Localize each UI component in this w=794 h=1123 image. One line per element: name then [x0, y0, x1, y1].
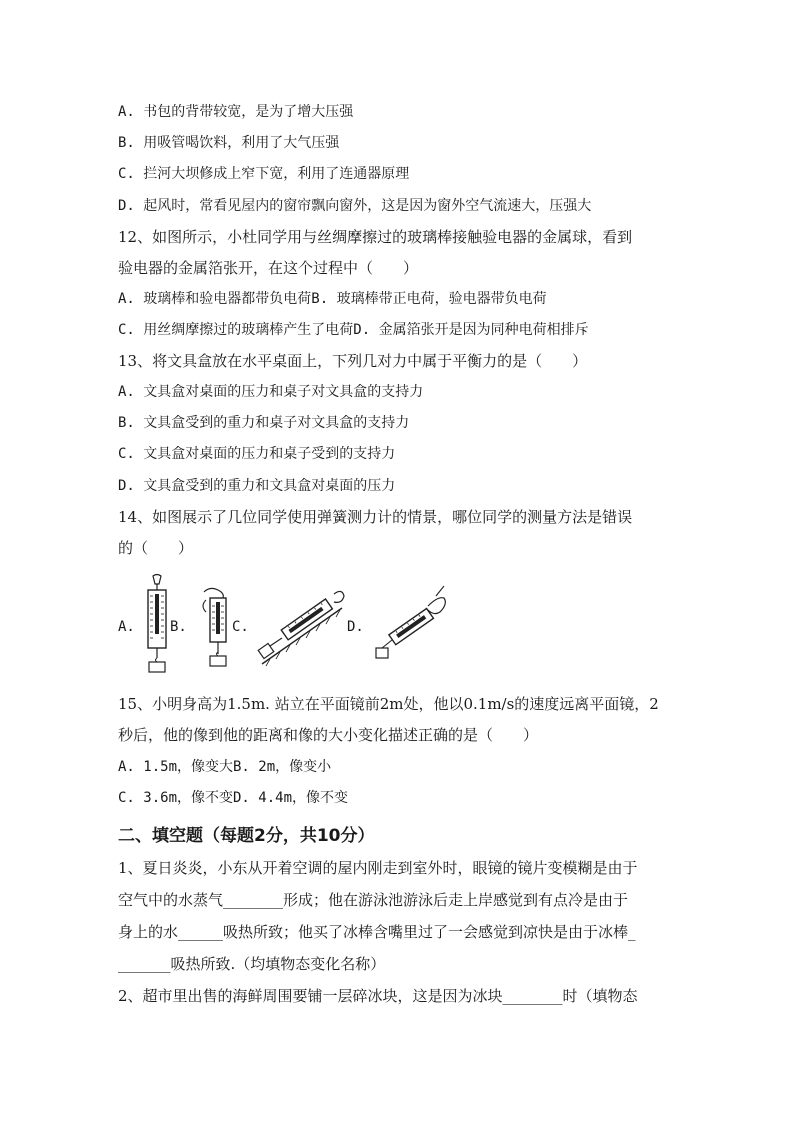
q15-options-line2: C. 3.6m，像不变D. 4.4m，像不变 [118, 790, 349, 806]
q11-option-a: A. 书包的背带较宽，是为了增大压强 [118, 104, 354, 120]
fill1-line1: 1、夏日炎炎，小东从开着空调的屋内刚走到室外时，眼镜的镜片变模糊是由于 [118, 859, 638, 877]
figure-label-a: A. [118, 619, 135, 635]
q15-options-line1: A. 1.5m，像变大B. 2m，像变小 [118, 759, 332, 775]
spring-scale-d-figure [370, 584, 450, 664]
q12-stem-line2: 验电器的金属箔张开，在这个过程中（ ） [118, 259, 419, 277]
fill1-line3: 身上的水______吸热所致；他买了冰棒含嘴里过了一会感觉到凉快是由于冰棒_ [118, 923, 636, 941]
q13-stem: 13、将文具盒放在水平桌面上，下列几对力中属于平衡力的是（ ） [118, 352, 588, 370]
q15-stem-line2: 秒后，他的像到他的距离和像的大小变化描述正确的是（ ） [118, 726, 539, 744]
spring-scale-a-figure [140, 574, 174, 674]
q11-option-c: C. 拦河大坝修成上窄下宽，利用了连通器原理 [118, 166, 410, 182]
q13-option-c: C. 文具盒对桌面的压力和桌子受到的支持力 [118, 446, 396, 462]
q15-stem-line1: 15、小明身高为1.5m. 站立在平面镜前2m处，他以0.1m/s的速度远离平面镜，2 [118, 695, 659, 713]
q11-option-d: D. 起风时，常看见屋内的窗帘飘向窗外，这是因为窗外空气流速大，压强大 [118, 198, 592, 214]
fill1-line2: 空气中的水蒸气________形成；他在游泳池游泳后走上岸感觉到有点冷是由于 [118, 891, 629, 909]
q11-option-b: B. 用吸管喝饮料，利用了大气压强 [118, 135, 340, 151]
q14-stem-line2: 的（ ） [118, 539, 194, 557]
q14-stem-line1: 14、如图展示了几位同学使用弹簧测力计的情景，哪位同学的测量方法是错误 [118, 508, 633, 526]
fill2-line1: 2、超市里出售的海鲜周围要铺一层碎冰块，这是因为冰块________时（填物态 [118, 987, 638, 1005]
figure-label-d: D. [347, 619, 364, 635]
q12-options-line2: C. 用丝绸摩擦过的玻璃棒产生了电荷D. 金属箔张开是因为同种电荷相排斥 [118, 322, 589, 338]
q12-stem-line1: 12、如图所示，小杜同学用与丝绸摩擦过的玻璃棒接触验电器的金属球，看到 [118, 228, 633, 246]
section-title: 二、填空题（每题2分，共10分） [118, 826, 375, 846]
q13-option-b: B. 文具盒受到的重力和桌子对文具盒的支持力 [118, 415, 410, 431]
spring-scale-c-figure [256, 580, 348, 670]
spring-scale-b-figure [198, 586, 238, 672]
q13-option-a: A. 文具盒对桌面的压力和桌子对文具盒的支持力 [118, 384, 424, 400]
q12-options-line1: A. 玻璃棒和验电器都带负电荷B. 玻璃棒带正电荷，验电器带负电荷 [118, 291, 547, 307]
figure-label-b: B. [170, 619, 187, 635]
q13-option-d: D. 文具盒受到的重力和文具盒对桌面的压力 [118, 478, 396, 494]
figure-label-c: C. [232, 619, 249, 635]
fill1-line4: _______吸热所致.（均填物态变化名称） [118, 955, 386, 973]
